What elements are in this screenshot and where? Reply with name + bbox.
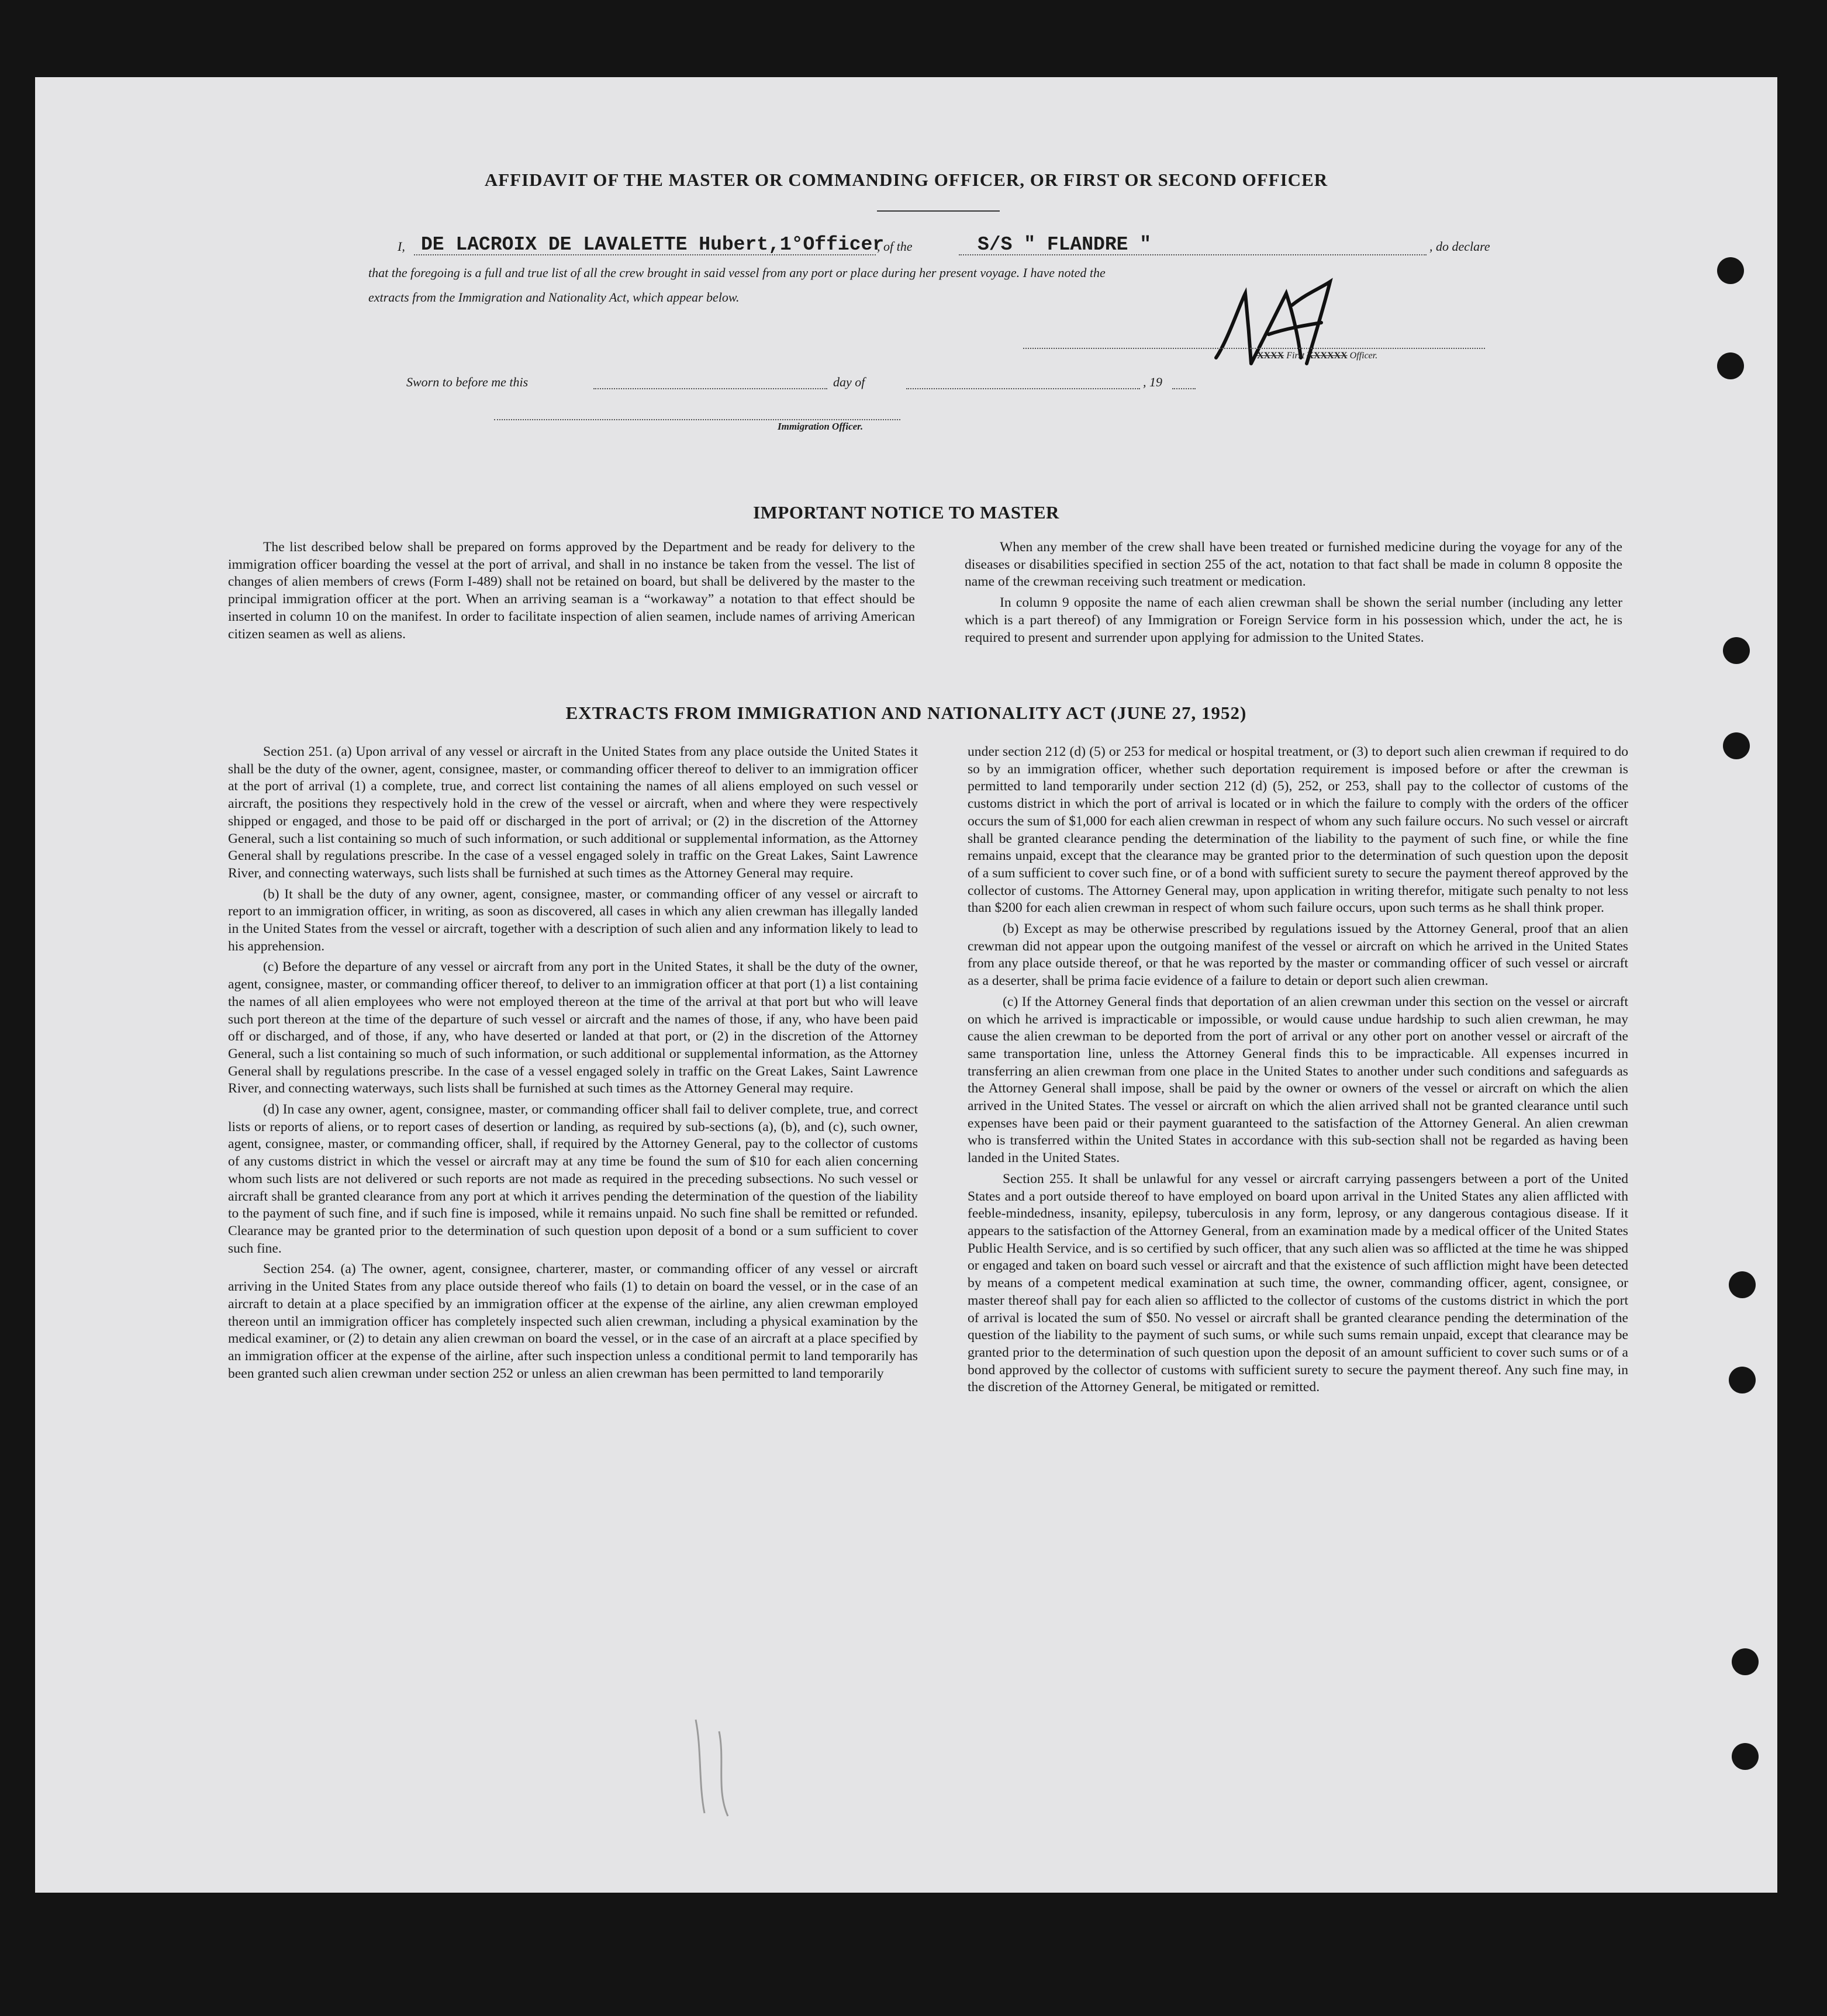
punch-hole [1717,352,1744,379]
declarant-line [414,254,876,255]
signature-line [1023,348,1485,349]
day-of-text: day of [833,375,865,389]
notice-right-column [965,539,1622,650]
extracts-right-column [968,744,1628,1400]
declarant-name: DE LACROIX DE LAVALETTE Hubert,1°Officer [421,234,885,255]
immigration-officer-line [494,419,900,420]
sec251a: Section 251. (a) Upon arrival of any vessel or aircraft in the United States from any place outside the United States it shall be the duty of the owner, agent, consignee, master, or commanding officer thereof to deliver to an immigration officer at the port of arrival (1) a complete, true, and correct list containing the names of all aliens employed on such vessel or aircraft, the positions they respectively hold in the crew of the vessel or aircraft, when and where they were respectively shipped or engaged, and those to be paid off or discharged in the port of arrival; or (2) in the discretion of the Attorney General, such a list containing so much of such information, or such additional or supplemental information, as the Attorney General shall by regulations prescribe. In the case of a vessel engaged solely in traffic on the Great Lakes, Saint Lawrence River, and connecting waterways, such lists shall be furnished at such times as the Attorney General may require. [228,744,918,881]
year-line [1172,388,1196,389]
notice-title: IMPORTANT NOTICE TO MASTER [753,502,1059,523]
year-text: , 19 [1143,375,1162,389]
sec255: Section 255. It shall be unlawful for any vessel or aircraft carrying passengers between a port of the United States and a port outside thereof to have employed on board upon arrival in the United States any alien afflicted with feeble-mindedness, insanity, epilepsy, tuberculosis in any form, leprosy, or any dangerous contagious disease. If it appears to the satisfaction of the Attorney General, from an examination made by a medical officer of the United States Public Health Service, and is so certified by such officer, that any such alien was so afflicted at the time he was shipped or engaged and taken on board such vessel or aircraft and that the existence of such affliction might have been detected by means of a competent medical examination at such time, the owner, commanding officer, agent, consignee, or master thereof shall pay for each alien so afflicted to the collector of customs of the customs district in which the port of arrival is located the sum of $50. No vessel or aircraft shall be granted clearance pending the determination of the question of the liability to the payment of such sums, or while such sums remain unpaid, except that clearance may be granted prior to the determination of such question upon the deposit of an amount sufficient to cover such sums or of a bond approved by the collector of customs with sufficient surety to secure the payment thereof. Any such fine may, in the discretion of the Attorney General, be mitigated or remitted. [968,1171,1628,1395]
sec251d: (d) In case any owner, agent, consignee, master, or commanding officer shall fail to deliver complete, true, and correct lists or reports of aliens, or to report cases of desertion or landing, as required by sub-sections (a), (b), and (c), such owner, agent, consignee, master, or commanding officer, shall, if required by the Attorney General, pay to the collector of customs of any customs district in which the vessel or aircraft may at any time be found the sum of $10 for each alien concerning whom such lists are not delivered or such reports are not made as required in the preceding subsections. No such vessel or aircraft shall be granted clearance from any port at which it arrives pending the determination of the question of the liability to the payment of such fine, and if such fine is imposed, while it remains unpaid. No such fine shall be remitted or refunded. Clearance may be granted prior to the determination of such question upon deposit of a bond or a sum sufficient to cover such fine. [228,1102,918,1256]
notice-left-column [228,539,915,646]
officer-label: Officer. [1349,351,1378,361]
handwritten-signature [1204,270,1356,387]
struck-title-2: XXXXXX [1307,351,1348,361]
affidavit-line3: extracts from the Immigration and Nationality Act, which appear below. [368,290,740,305]
struck-title-1: XXXX [1257,351,1284,361]
notice-left-text: The list described below shall be prepared on forms approved by the Department and be ready for delivery to the immigration officer boarding the vessel at the port of arrival, and shall in no instance be taken from the vessel. The list of changes of alien members of crews (Form I-489) shall not be retained on board, but shall be delivered by the master to the principal immigration officer at the port. When an arriving seaman is a “workaway” a notation to that effect should be inserted in column 10 on the manifest. In order to facilitate inspection of alien seamen, include names of arriving American citizen seamen as well as aliens. [228,540,915,642]
sworn-text: Sworn to before me this [406,375,529,389]
punch-hole [1717,257,1744,284]
extracts-title: EXTRACTS FROM IMMIGRATION AND NATIONALITY ACT (JUNE 27, 1952) [565,703,1247,723]
affidavit-title: AFFIDAVIT OF THE MASTER OR COMMANDING OFFICER, OR FIRST OR SECOND OFFICER [484,170,1328,190]
first-label: First [1286,351,1305,361]
sec254a-cont: under section 212 (d) (5) or 253 for medical or hospital treatment, or (3) to deport such alien crewman if required to do so by an immigration officer, whether such deportation requirement is imposed before or after the crewman is permitted to land temporarily under section 212 (d) (5), 252, or 253, shall pay to the collector of customs of the customs district in which the port of arrival is located or in which the failure to comply with the orders of the officer occurs the sum of $1,000 for each alien crewman in respect of whom any such failure occurs. No such vessel or aircraft shall be granted clearance pending the determination of the liability to the payment of such fine, or while the fine remains unpaid, except that the clearance may be granted prior to the determination of such question upon the deposit of a sum sufficient to cover such fine, or of a bond with sufficient surety to secure the payment thereof approved by the collector of customs. The Attorney General may, upon application in writing therefor, mitigate such penalty to not less than $200 for each alien crewman in respect of whom such failure occurs, upon such terms as he shall think proper. [968,744,1628,916]
punch-hole [1723,732,1750,759]
document-page [35,77,1777,1893]
notice-right-text-2: In column 9 opposite the name of each alien crewman shall be shown the serial number (including any letter which is a part thereof) of any Immigration or Foreign Service form in his possession which, under the act, he is required to present and surrender upon applying for admission to the United States. [965,595,1622,645]
sec254a: Section 254. (a) The owner, agent, consignee, charterer, master, or commanding officer of any vessel or aircraft arriving in the United States from any place outside thereof who fails (1) to detain on board the vessel, or in the case of an aircraft to detain at a place specified by an immigration officer at the expense of the airline, any alien crewman employed thereon until an immigration officer has completely inspected such alien crewman, including a physical examination by the medical examiner, or (2) to detain any alien crewman on board the vessel, or in the case of an aircraft at a place specified by an immigration officer at the expense of the airline, after such inspection unless a conditional permit to land temporarily has been granted such alien crewman under section 252 or unless an alien crewman has been permitted to land temporarily [228,1261,918,1381]
punch-hole [1729,1271,1756,1298]
punch-hole [1732,1743,1759,1770]
of-the-text: , of the [877,239,913,254]
signature-caption [1257,351,1377,361]
vessel-line [959,254,1427,255]
extracts-left-column [228,744,918,1386]
vessel-name: S/S " FLANDRE " [978,234,1152,255]
punch-hole [1723,637,1750,664]
sec251c: (c) Before the departure of any vessel or aircraft from any port in the United States, it shall be the duty of the owner, agent, consignee, master, or commanding officer thereof, to deliver to an immigration officer at that port (1) a list containing the names of all alien employees who were not employed thereon at the time of the arrival at that port but who will leave such port thereon at the time of the departure of such vessel or aircraft and the names of those, if any, who have been paid off or discharged, and of those, if any, who have deserted or landed at that port, or (2) in the discretion of the Attorney General, such a list containing so much of such information, or such additional or supplemental information, as the Attorney General shall by regulations prescribe. In the case of a vessel engaged solely in traffic on the Great Lakes, Saint Lawrence River, and connecting waterways, such lists shall be furnished at such times as the Attorney General may require. [228,959,918,1097]
punch-hole [1729,1367,1756,1393]
sworn-day-line [593,388,827,389]
punch-hole [1732,1648,1759,1675]
affidavit-line2: that the foregoing is a full and true list of all the crew brought in said vessel from any port or place during her present voyage. I have noted the [368,265,1106,280]
notice-right-text-1: When any member of the crew shall have been treated or furnished medicine during the voyage for any of the diseases or disabilities specified in section 255 of the act, notation to that fact shall be made in column 8 opposite the name of the crewman receiving such treatment or medication. [965,540,1622,590]
sec254b: (b) Except as may be otherwise prescribed by regulations issued by the Attorney General, proof that an alien crewman did not appear upon the outgoing manifest of the vessel or aircraft on which he arrived in the United States from any place outside thereof, or that he was reported by the master or commanding officer of such vessel or aircraft as a deserter, shall be prima facie evidence of a failure to detain or deport such alien crewman. [968,921,1628,989]
sec254c: (c) If the Attorney General finds that deportation of an alien crewman under this section on the vessel or aircraft on which he arrived is impracticable or impossible, or would cause undue hardship to such alien crewman, he may cause the alien crewman to be deported from the port of arrival or any other port on another vessel or aircraft of the same transportation line, unless the Attorney General finds this to be impracticable. All expenses incurred in transferring an alien crewman from one place in the United States to another under such conditions and safeguards as the Attorney General shall impose, shall be paid by the owner or owners of the vessel or aircraft on which the alien arrived in the United States. The vessel or aircraft on which the alien arrived shall not be granted clearance until such expenses have been paid or their payment guaranteed to the satisfaction of the Attorney General. An alien crewman who is transferred within the United States in accordance with this sub-section shall not be regarded as having been landed in the United States. [968,994,1628,1166]
immigration-officer-label: Immigration Officer. [778,421,864,432]
sec251b: (b) It shall be the duty of any owner, agent, consignee, master, or commanding officer of any vessel or aircraft to report to an immigration officer, in writing, as soon as discovered, all cases in which any alien crewman has illegally landed in the United States from the vessel or aircraft, together with a description of such alien and any information likely to lead to his apprehension. [228,886,918,954]
pencil-mark [684,1714,754,1819]
title-rule [877,210,1000,212]
declare-prefix: I, [398,239,405,254]
sworn-month-line [906,388,1140,389]
do-declare-text: , do declare [1429,239,1490,254]
